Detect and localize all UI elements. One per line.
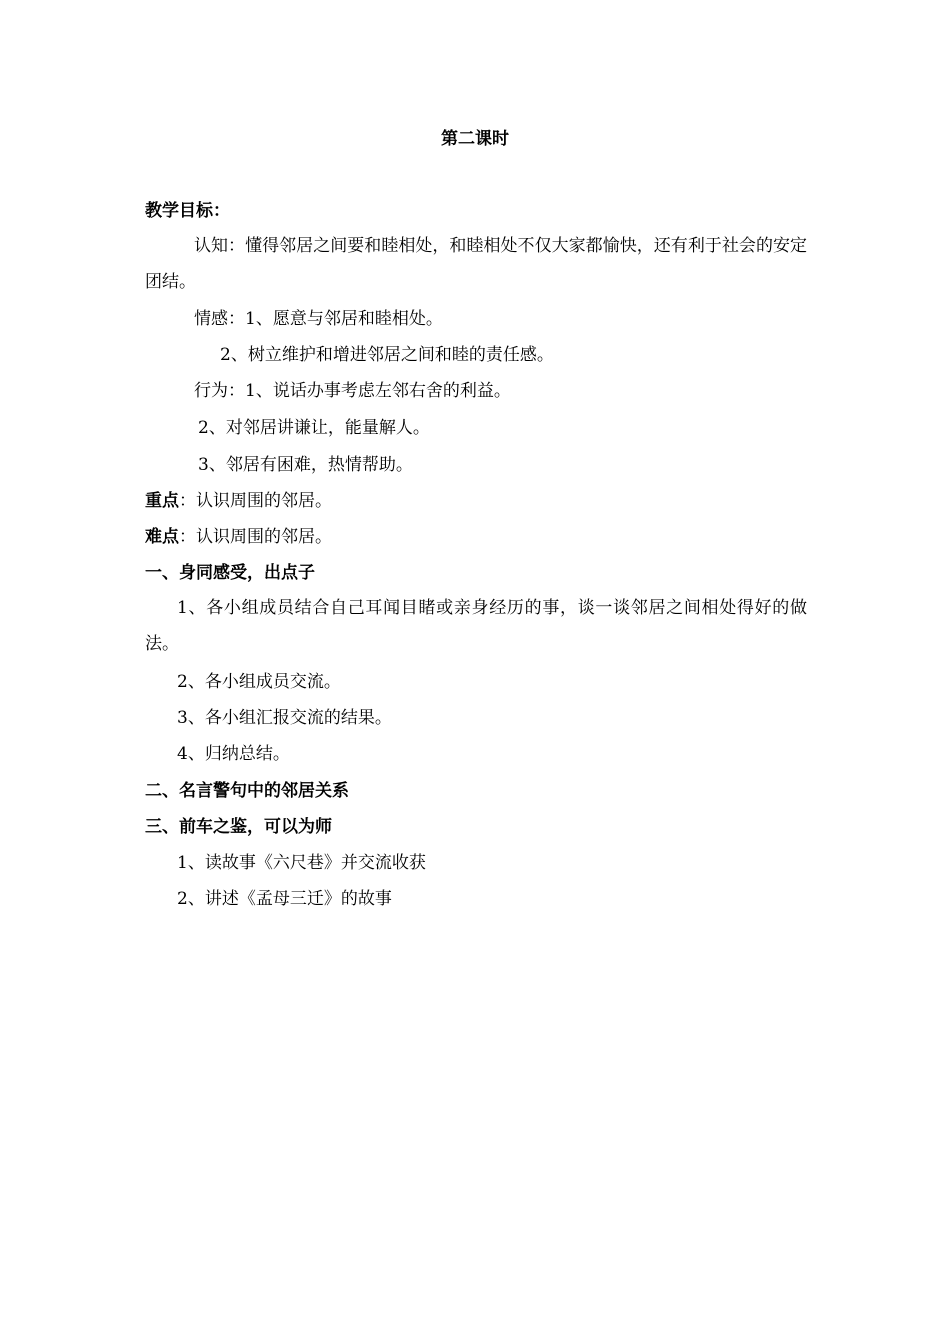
section-1-item-2: 2、各小组成员交流。 — [177, 672, 341, 692]
key-point-label: 重点 — [145, 491, 179, 511]
difficulty-label: 难点 — [145, 527, 179, 547]
cognition-paragraph: 认知：懂得邻居之间要和睦相处，和睦相处不仅大家都愉快，还有利于社会的安定团结。 — [145, 236, 807, 292]
key-point — [145, 489, 332, 513]
section-1-item-4: 4、归纳总结。 — [177, 744, 290, 764]
page-title: 第二课时 — [441, 129, 509, 149]
emotion-item-2: 2、树立维护和增进邻居之间和睦的责任感。 — [220, 345, 554, 365]
emotion-item-1: 情感：1、愿意与邻居和睦相处。 — [194, 309, 443, 329]
difficulty-text: ：认识周围的邻居。 — [179, 527, 332, 547]
objectives-heading: 教学目标： — [145, 201, 230, 221]
section-2-heading: 二、名言警句中的邻居关系 — [145, 781, 349, 801]
section-1-item-3: 3、各小组汇报交流的结果。 — [177, 708, 392, 728]
key-point-text: ：认识周围的邻居。 — [179, 491, 332, 511]
difficulty-point — [145, 525, 332, 549]
section-3-heading: 三、前车之鉴，可以为师 — [145, 817, 332, 837]
behavior-item-1: 行为：1、说话办事考虑左邻右舍的利益。 — [194, 381, 511, 401]
section-3-item-1: 1、读故事《六尺巷》并交流收获 — [177, 853, 426, 873]
section-1-item-1: 1、各小组成员结合自己耳闻目睹或亲身经历的事，谈一谈邻居之间相处得好的做法。 — [145, 598, 807, 654]
behavior-item-3: 3、邻居有困难，热情帮助。 — [198, 455, 413, 475]
section-3-item-2: 2、讲述《孟母三迁》的故事 — [177, 889, 392, 909]
behavior-item-2: 2、对邻居讲谦让，能量解人。 — [198, 418, 430, 438]
section-1-heading: 一、身同感受，出点子 — [145, 563, 315, 583]
